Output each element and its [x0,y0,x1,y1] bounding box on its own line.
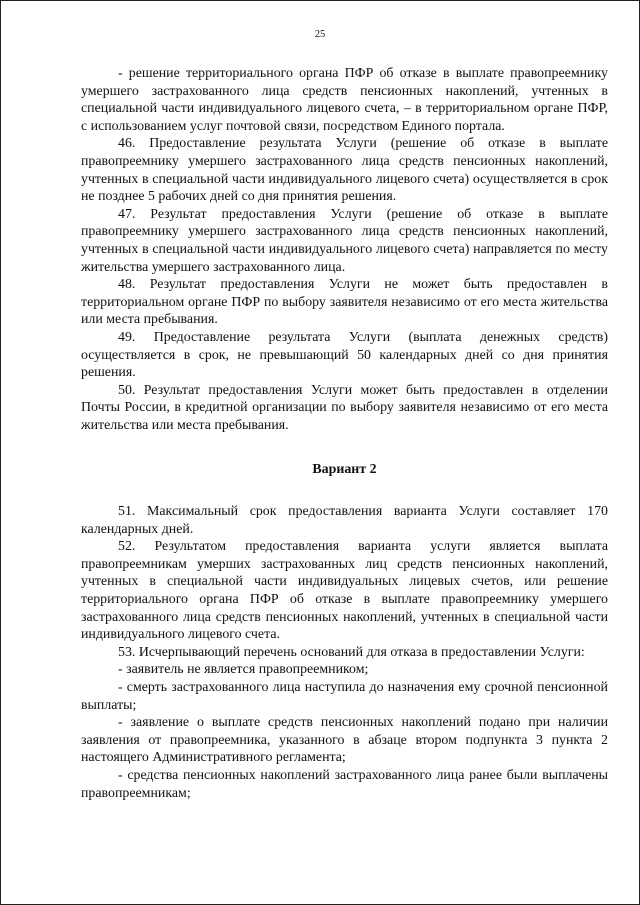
list-item-not-successor: - заявитель не является правопреемником; [118,662,369,678]
paragraph-51: 51. Максимальный срок предоставления варианта Услуги составляет 170 календарных дней. [81,504,608,537]
paragraph-48: 48. Результат предоставления Услуги не может быть предоставлен в территориальном органе ПФР по выбору заявителя независимо от его места жительства или места пребывания. [81,277,608,328]
list-item-application-conflict: - заявление о выплате средств пенсионных накоплений подано при наличии заявления от правопреемника, указанного в абзаце втором подпункта 3 пункта 2 настоящего Административного регламента; [81,715,608,766]
section-heading: Вариант 2 [312,462,377,478]
paragraph-refusal-decision: - решение территориального органа ПФР об отказе в выплате правопреемнику умершего застрахованного лица средств пенсионных накоплений, учтенных в специальной части индивидуального лицевого счета, – в территориальном органе ПФР, с использованием услуг почтовой связи, посредством Единого портала. [81,66,608,134]
paragraph-53: 53. Исчерпывающий перечень оснований для отказа в предоставлении Услуги: [118,644,585,660]
paragraph-52: 52. Результатом предоставления варианта услуги является выплата правопреемникам умерших застрахованных лиц средств пенсионных накоплений, учтенных в специальной части индивидуальных лицевых счетов, или решение территориального органа ПФР об отказе в выплате правопреемнику умершего застрахованного лица средств пенсионных накоплений, учтенных в специальной части индивидуального лицевого счета. [81,539,608,643]
page-number: 25 [314,29,326,40]
paragraph-46: 46. Предоставление результата Услуги (решение об отказе в выплате правопреемнику умершего застрахованного лица средств пенсионных накоплений, учтенных в специальной части индивидуального лицевого счета) осуществляется в срок не позднее 5 рабочих дней со дня принятия решения. [81,136,608,205]
list-item-already-paid: - средства пенсионных накоплений застрахованного лица ранее были выплачены правопреемникам; [81,767,608,801]
page-content [81,65,608,802]
paragraph-49: 49. Предоставление результата Услуги (выплата денежных средств) осуществляется в срок, не превышающий 50 календарных дней со дня принятия решения. [81,329,608,381]
paragraph-47: 47. Результат предоставления Услуги (решение об отказе в выплате правопреемнику умершего застрахованного лица средств пенсионных накоплений, учтенных в специальной части индивидуального лицевого счета) направляется по месту жительства умершего застрахованного лица. [81,206,608,275]
list-item-death-before-payment: - смерть застрахованного лица наступила до назначения ему срочной пенсионной выплаты; [81,680,608,713]
paragraph-50: 50. Результат предоставления Услуги может быть предоставлен в отделении Почты России, в кредитной организации по выбору заявителя независимо от его места жительства или места пребывания. [81,382,608,433]
